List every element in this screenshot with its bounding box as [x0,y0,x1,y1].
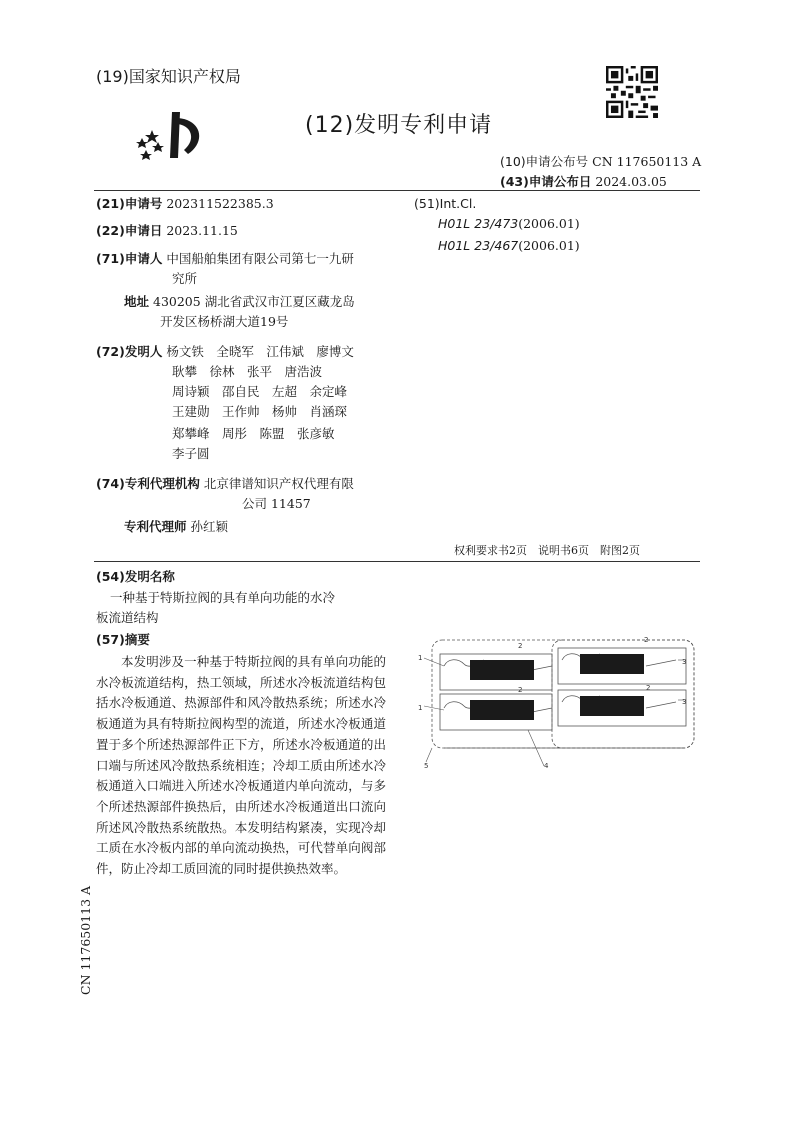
applicant-value: 中国船舶集团有限公司第七一九研 [166,251,354,266]
figure-label: 2 [644,636,649,644]
application-number-label: (21)申请号 [96,196,163,211]
application-date-value: 2023.11.15 [166,223,238,238]
applicant-value-line2: 究所 [172,271,198,286]
page-count-info: 权利要求书2页 说明书6页 附图2页 [454,544,640,557]
inventor-line: 耿攀 徐林 张平 唐浩波 [172,364,323,379]
inventor-line: 李子圆 [172,446,210,461]
abstract-text: 本发明涉及一种基于特斯拉阀的具有单向功能的水冷板流道结构，热工领域，所述水冷板流道结构包括水冷板通道、热源部件和风冷散热系统；所述水冷板通道为具有特斯拉阀构型的流道，所述水冷板通道置于多个所述热源部件正下方，所述水冷板通道的出口端与所述风冷散热系统相连；冷却工质由所述水冷板通道入口端进入所述水冷板通道内单向流动，与多个所述热源部件换热后，由所述水冷板通道出口流向所述风冷散热系统散热。本发明结构紧凑，实现冷却工质在水冷板内部的单向流动换热，可代替单向阀部件，防止冷却工质回流的同时提供换热效率。 [96,654,386,877]
figure-label: 3 [682,658,687,666]
ipc-year: (2006.01) [518,216,580,231]
applicant-row [96,249,354,269]
figure-label: 2 [518,642,523,650]
figure-label: 2 [518,686,523,694]
inventor-line: 杨文铁 全晓军 江伟斌 廖博文 [166,344,354,359]
inventor-line: 王建勋 王作帅 杨帅 肖涵琛 [172,404,348,419]
figure-label: 2 [646,684,651,692]
publication-date [500,172,667,190]
ipc-code: H01L 23/473 [438,216,519,231]
figure-label: 3 [682,698,687,706]
agency-value-line2: 公司 11457 [242,496,311,511]
ipc-entry [438,214,580,234]
inventor-line: 郑攀峰 周彤 陈盟 张彦敏 [172,426,335,441]
side-publication-number: CN 117650113 A [78,885,93,995]
abstract-label: (57)摘要 [96,632,150,647]
publication-number-label: (10)申请公布号 [500,154,589,169]
address-value-line2: 开发区杨桥湖大道19号 [160,314,289,329]
inventor-row [96,342,354,362]
address-label: 地址 [124,294,150,309]
office-name: (19)国家知识产权局 [96,67,241,86]
figure-label: 1 [418,704,423,712]
header-divider [94,190,700,191]
application-number-value: 202311522385.3 [166,196,274,211]
agency-value: 北京律谱知识产权代理有限 [203,476,354,491]
figure-label: 5 [424,762,429,770]
application-date-label: (22)申请日 [96,223,163,238]
application-date-row [96,221,238,241]
address-row [124,292,355,312]
document-type-title: (12)发明专利申请 [305,113,493,138]
agent-value: 孙红颖 [190,519,229,534]
inventor-line: 周诗颖 邵自民 左超 余定峰 [172,384,348,399]
section-divider [94,561,700,562]
figure-label: 4 [544,762,549,770]
invention-title-line1: 一种基于特斯拉阀的具有单向功能的水冷 [110,590,336,605]
publication-number-value: CN 117650113 A [592,154,702,169]
agency-label: (74)专利代理机构 [96,476,200,491]
address-value: 430205 湖北省武汉市江夏区藏龙岛 [153,294,355,309]
agent-row [124,517,228,537]
inventor-label: (72)发明人 [96,344,163,359]
ipc-entry [438,236,580,256]
agency-row [96,474,354,494]
applicant-label: (71)申请人 [96,251,163,266]
publication-number [500,152,701,170]
ipc-year: (2006.01) [518,238,580,253]
agent-label: 专利代理师 [124,519,187,534]
publication-date-label: (43)申请公布日 [500,174,592,189]
abstract-figure [414,630,704,770]
invention-title-line2: 板流道结构 [96,610,159,625]
publication-date-value: 2024.03.05 [595,174,667,189]
figure-label: 1 [418,654,423,662]
ipc-label: (51)Int.Cl. [414,196,477,211]
ipc-code: H01L 23/467 [438,238,519,253]
invention-title-label: (54)发明名称 [96,569,175,584]
qr-code-icon [606,66,658,118]
application-number-row [96,194,274,214]
cnipa-logo-icon [132,108,208,166]
